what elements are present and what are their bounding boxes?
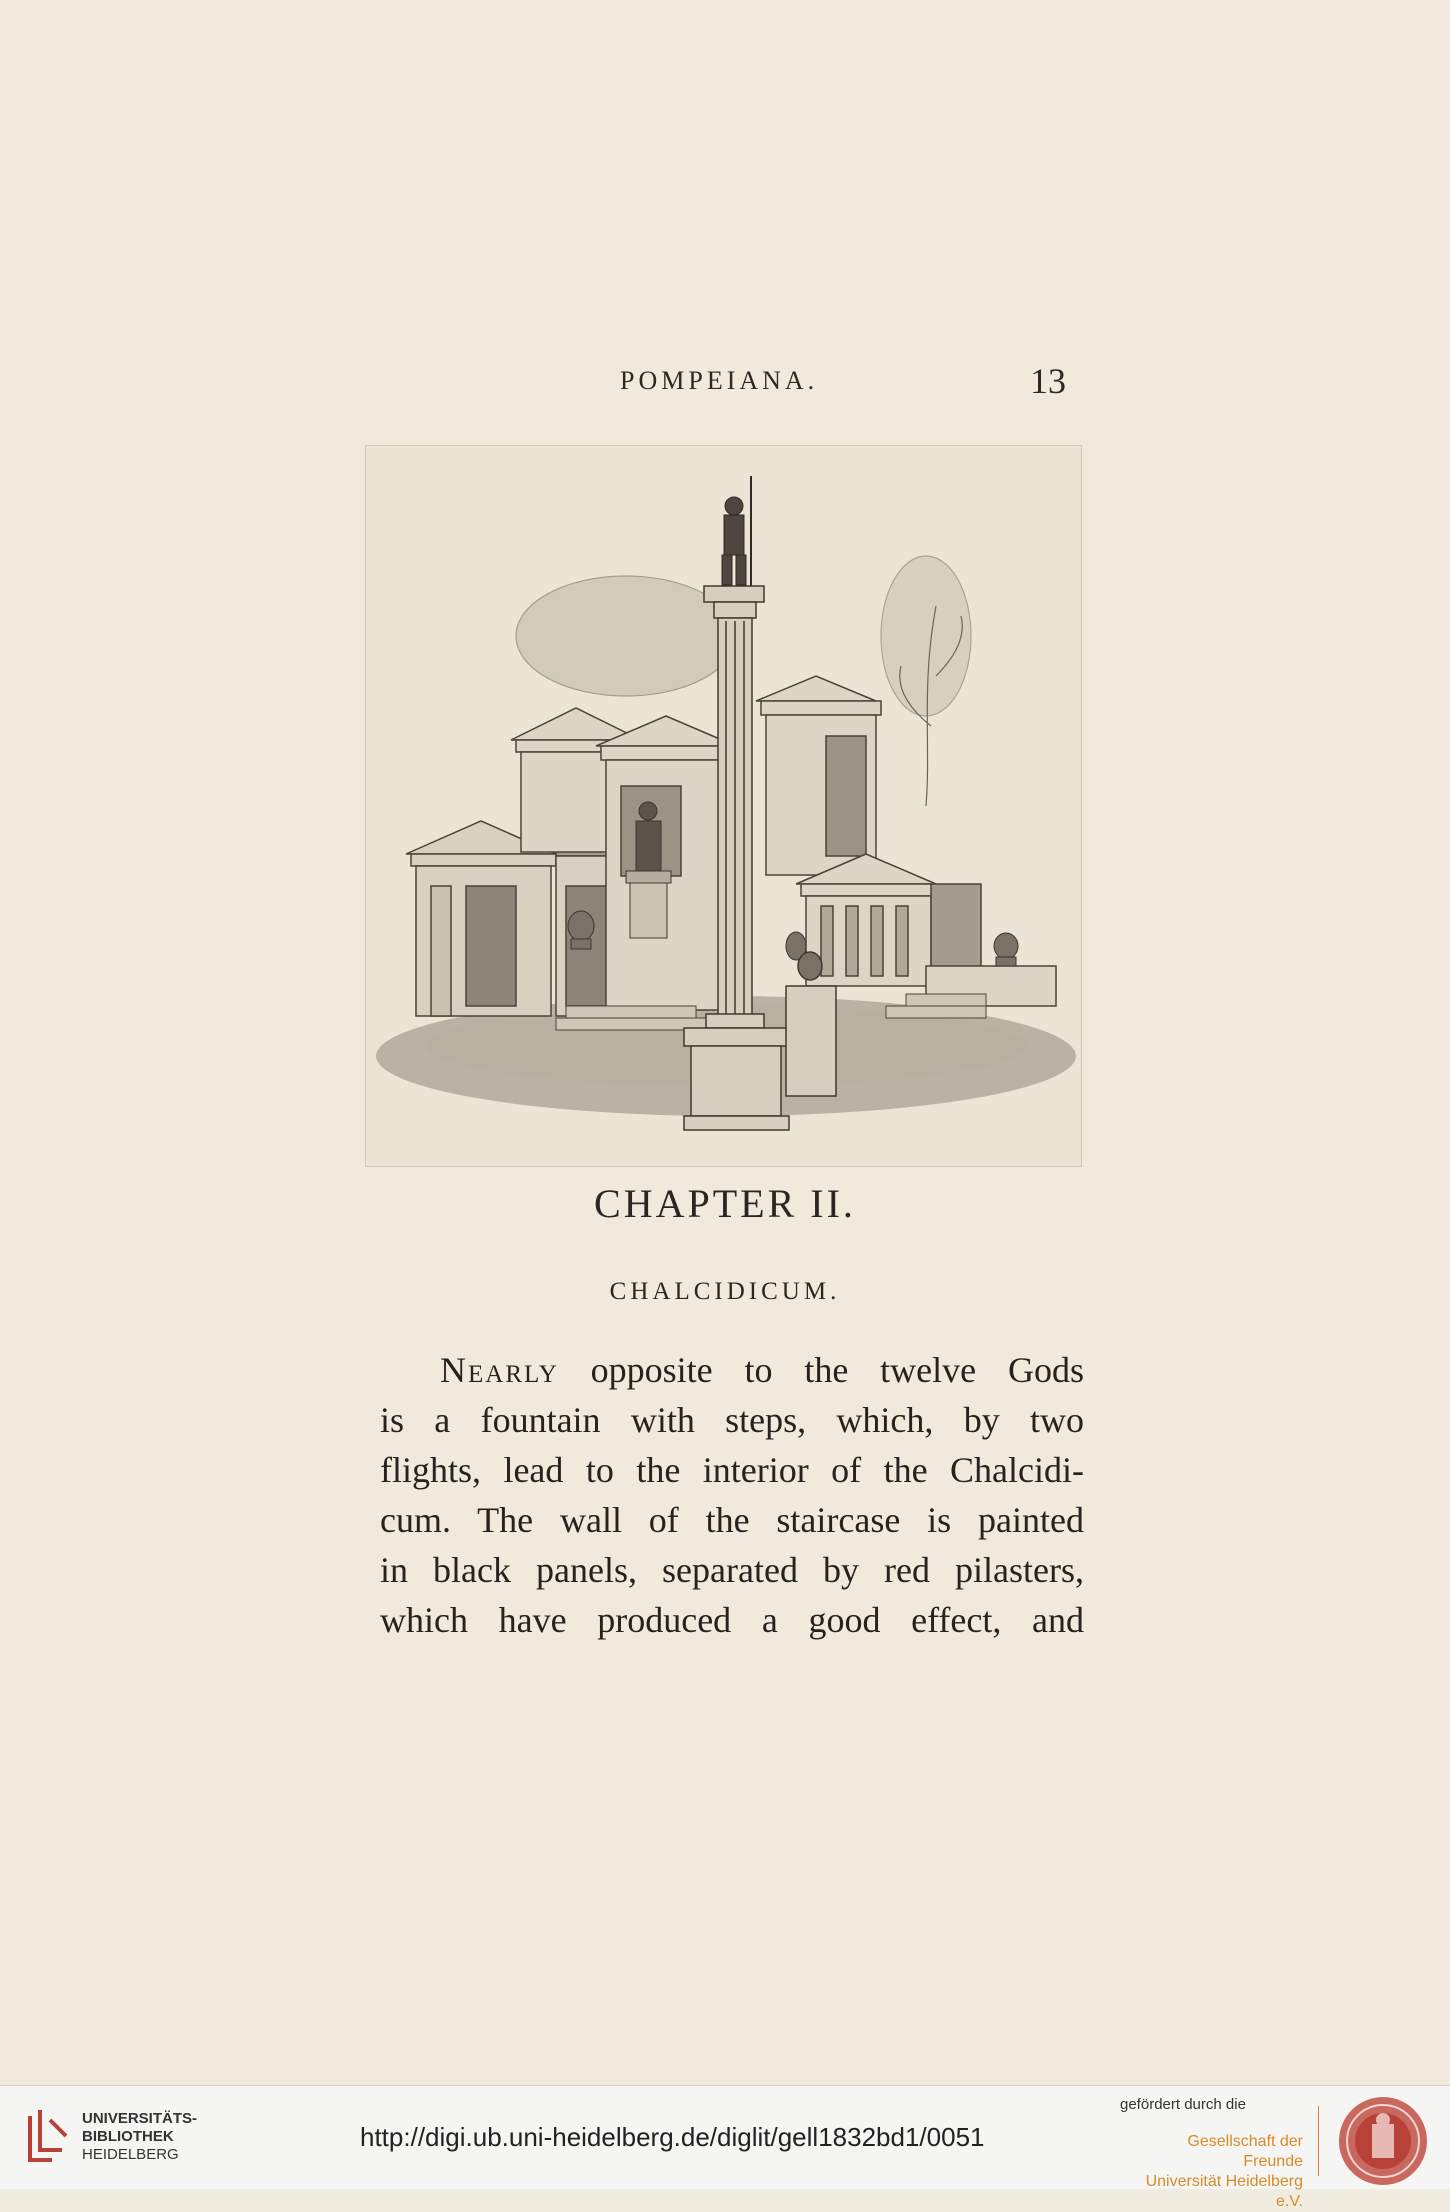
page-number: 13 (1030, 361, 1066, 401)
society-name-line: Universität Heidelberg e.V. (1145, 2173, 1303, 2210)
body-line-rest: opposite to the twelve Gods (558, 1350, 1084, 1390)
body-line: cum. The wall of the staircase is painted (380, 1500, 1084, 1540)
funded-by-label: gefördert durch die (1120, 2096, 1246, 2113)
library-logo-icon (22, 2106, 72, 2170)
engraving-plate (365, 445, 1082, 1167)
running-head: POMPEIANA. (620, 366, 819, 395)
body-line: which have produced a good effect, and (380, 1600, 1084, 1640)
footer-bar (0, 2085, 1450, 2210)
body-paragraph (380, 1345, 1084, 1645)
library-name-line: HEIDELBERG (82, 2146, 179, 2163)
body-lead-word: Nearly (440, 1350, 559, 1390)
body-line (380, 1345, 1084, 1395)
university-seal-icon (1336, 2094, 1430, 2188)
footer-divider (1318, 2106, 1319, 2176)
society-name-line: Gesellschaft der Freunde (1187, 2133, 1303, 2170)
library-name-line: BIBLIOTHEK (82, 2128, 174, 2145)
chapter-title: CHAPTER II. (594, 1181, 856, 1226)
body-line: in black panels, separated by red pilasters, (380, 1550, 1084, 1590)
permalink-url[interactable]: http://digi.ub.uni-heidelberg.de/diglit/gell1832bd1/0051 (360, 2122, 985, 2152)
library-name (82, 2110, 197, 2164)
society-name (1128, 2132, 1303, 2212)
body-line: is a fountain with steps, which, by two (380, 1400, 1084, 1440)
engraving-illustration (366, 446, 1081, 1166)
body-line: flights, lead to the interior of the Chalcidi- (380, 1450, 1084, 1490)
library-name-line: UNIVERSITÄTS- (82, 2110, 198, 2127)
section-title: CHALCIDICUM. (609, 1278, 841, 1305)
